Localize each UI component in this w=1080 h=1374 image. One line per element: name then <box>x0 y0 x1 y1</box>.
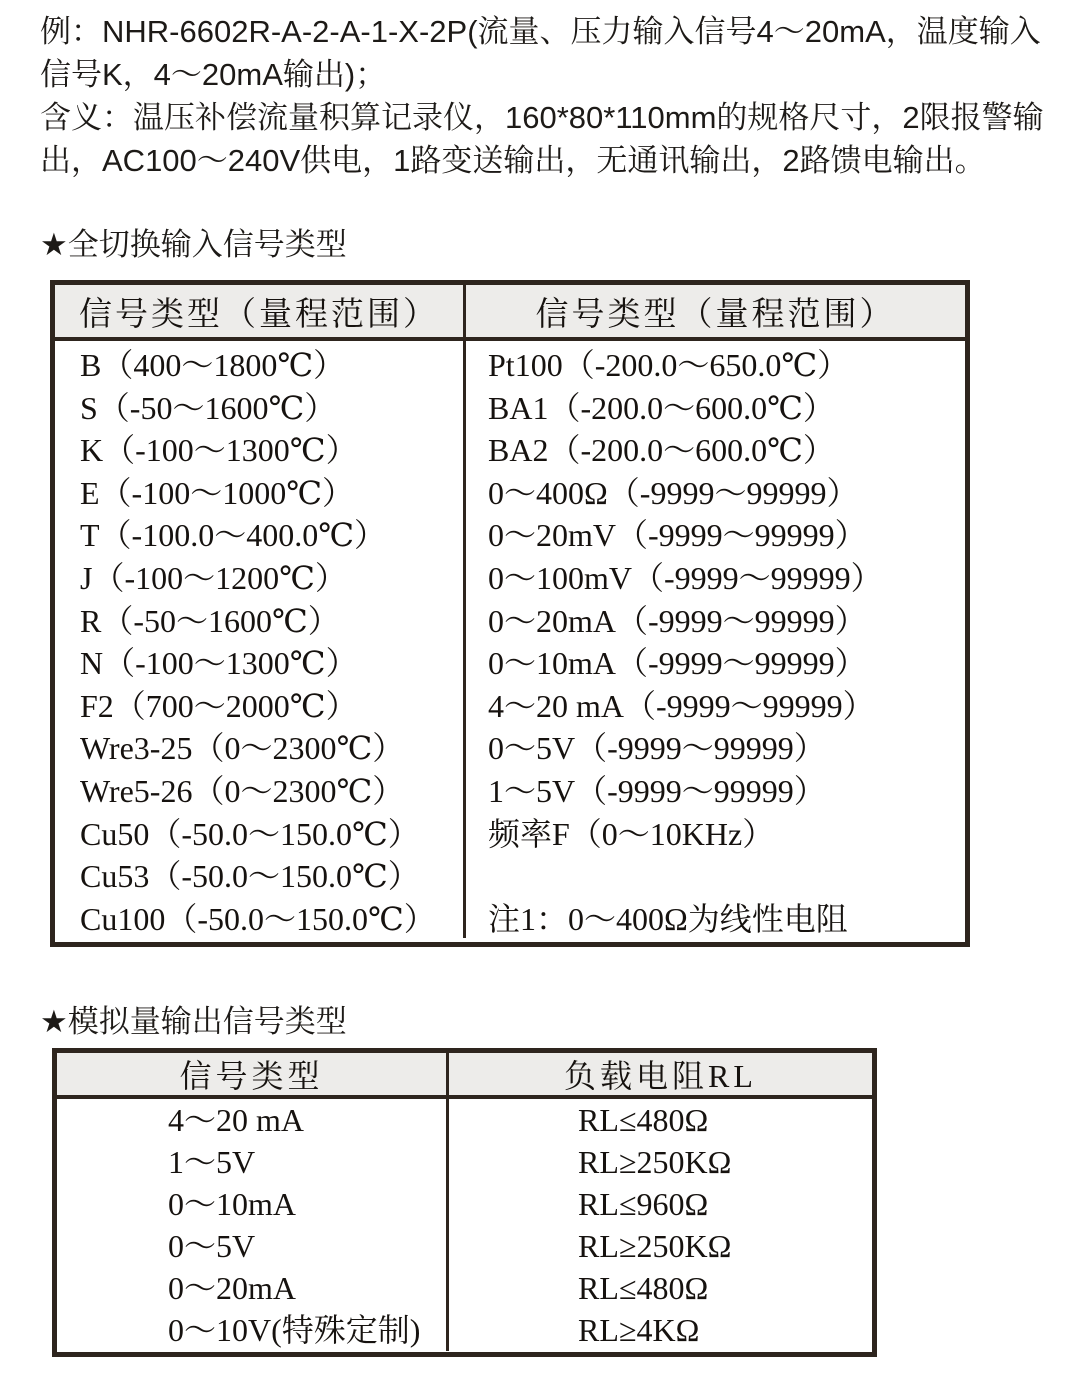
table-row: T（-100.0～400.0℃） <box>80 517 387 554</box>
input-table-left-column <box>55 341 466 938</box>
input-table-right-column <box>466 341 965 938</box>
table-row: B（400～1800℃） <box>80 347 346 383</box>
input-signal-table <box>50 280 970 947</box>
signal-type-cell: 0～10mA <box>57 1183 449 1225</box>
table-row: K（-100～1300℃） <box>80 432 358 469</box>
output-table-header-row <box>57 1053 872 1099</box>
table-row <box>57 1225 872 1267</box>
table-row: 1～5V（-9999～99999） <box>488 772 826 809</box>
table-row <box>57 1267 872 1309</box>
input-signal-section-title: ★全切换输入信号类型 <box>40 227 347 262</box>
output-signal-section-title: ★模拟量输出信号类型 <box>40 1004 347 1039</box>
table-row <box>57 1099 872 1141</box>
load-resistance-cell: RL≤480Ω <box>578 1270 709 1306</box>
table-row: 0～400Ω（-9999～99999） <box>488 474 859 511</box>
table-row: 频率F（0～10KHz） <box>488 815 775 852</box>
table-row-empty <box>488 855 965 898</box>
intro-line-1: 例：NHR-6602R-A-2-A-1-X-2P(流量、压力输入信号4～20mA，温度输入 <box>40 14 1041 49</box>
output-signal-table <box>52 1048 877 1357</box>
table-row: 0～20mA（-9999～99999） <box>488 602 867 639</box>
table-row: Wre3-25（0～2300℃） <box>80 730 405 767</box>
signal-type-cell: 0～5V <box>57 1225 449 1267</box>
signal-type-cell: 0～20mA <box>57 1267 449 1309</box>
table-row: Pt100（-200.0～650.0℃） <box>488 347 850 383</box>
input-table-header-row <box>55 285 965 341</box>
intro-line-2: 信号K，4～20mA输出)； <box>40 57 387 92</box>
output-table-header-signal: 信号类型 <box>57 1053 449 1095</box>
output-table-body <box>57 1099 872 1351</box>
table-row: 0～5V（-9999～99999） <box>488 730 826 767</box>
load-resistance-cell: RL≤960Ω <box>578 1186 709 1222</box>
intro-text <box>40 10 1052 182</box>
table-row: Wre5-26（0～2300℃） <box>80 772 405 809</box>
load-resistance-cell: RL≤480Ω <box>578 1102 709 1138</box>
intro-line-3: 含义：温压补偿流量积算记录仪，160*80*110mm的规格尺寸，2限报警输 <box>40 100 1044 135</box>
table-row <box>57 1183 872 1225</box>
load-resistance-cell: RL≥250KΩ <box>578 1144 732 1180</box>
table-row: R（-50～1600℃） <box>80 602 340 639</box>
table-row: Cu50（-50.0～150.0℃） <box>80 815 420 852</box>
table-row: Cu100（-50.0～150.0℃） <box>80 900 436 937</box>
table-row: N（-100～1300℃） <box>80 645 358 682</box>
input-table-body <box>55 341 965 938</box>
table-row <box>57 1141 872 1183</box>
table-row: Cu53（-50.0～150.0℃） <box>80 858 420 895</box>
table-row: 0～10mA（-9999～99999） <box>488 645 867 682</box>
table-row: F2（700～2000℃） <box>80 687 358 724</box>
signal-type-cell: 0～10V(特殊定制) <box>57 1309 449 1351</box>
table-row <box>57 1309 872 1351</box>
signal-type-cell: 4～20 mA <box>57 1099 449 1141</box>
load-resistance-cell: RL≥250KΩ <box>578 1228 732 1264</box>
table-note: 注1：0～400Ω为线性电阻 <box>488 900 848 937</box>
table-row: 4～20 mA（-9999～99999） <box>488 687 875 724</box>
table-row: BA1（-200.0～600.0℃） <box>488 389 835 426</box>
table-row: E（-100～1000℃） <box>80 474 355 511</box>
output-table-header-load: 负载电阻RL <box>564 1058 757 1094</box>
table-row: S（-50～1600℃） <box>80 389 337 426</box>
signal-type-cell: 1～5V <box>57 1141 449 1183</box>
intro-line-4: 出，AC100～240V供电，1路变送输出，无通讯输出，2路馈电输出。 <box>40 143 986 178</box>
table-row: 0～20mV（-9999～99999） <box>488 517 867 554</box>
load-resistance-cell: RL≥4KΩ <box>578 1312 700 1348</box>
input-table-header-right: 信号类型（量程范围） <box>535 296 896 333</box>
table-row: J（-100～1200℃） <box>80 559 347 596</box>
table-row: 0～100mV（-9999～99999） <box>488 559 883 596</box>
table-row: BA2（-200.0～600.0℃） <box>488 432 835 469</box>
input-table-header-left: 信号类型（量程范围） <box>55 285 466 337</box>
